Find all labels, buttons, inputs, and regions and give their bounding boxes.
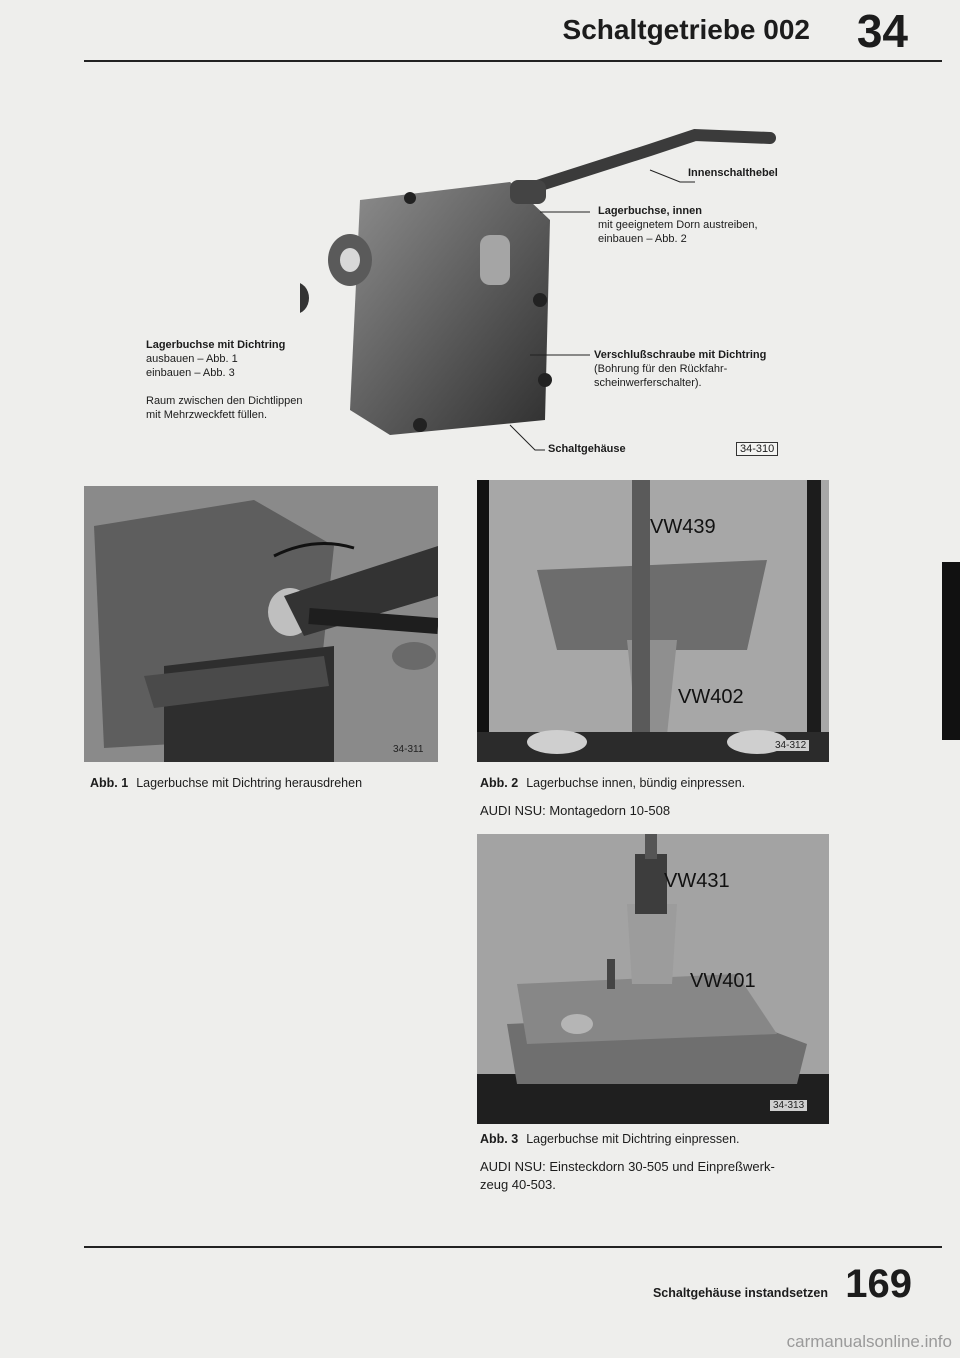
label-lagerbuchse-dichtring-line3: Raum zwischen den Dichtlippen [146,395,303,407]
caption-abb3-number: Abb. 3 [480,1132,519,1146]
plate-abb2: 34-312 [772,740,809,751]
header-rule [84,60,942,62]
caption-abb3 [480,1132,740,1146]
footer-section-title: Schaltgehäuse instandsetzen [652,1286,828,1300]
label-lagerbuchse-innen-line2: einbauen – Abb. 2 [598,233,687,245]
label-schaltgehaeuse-title: Schaltgehäuse [548,443,626,455]
plate-abb1: 34-311 [393,744,424,755]
label-verschlussschraube-line1: (Bohrung für den Rückfahr- [594,363,728,375]
caption-abb1-number: Abb. 1 [90,776,129,790]
label-lagerbuchse-innen [598,204,758,246]
tool-vw401: VW401 [690,970,756,992]
note-abb3-line1: AUDI NSU: Einsteckdorn 30-505 und Einpreßwerk- [480,1159,775,1174]
photo-abb3 [477,834,829,1124]
page-title: Schaltgetriebe 002 [562,14,810,45]
label-lagerbuchse-dichtring-line2: einbauen – Abb. 3 [146,367,235,379]
caption-abb2-text: Lagerbuchse innen, bündig einpressen. [526,776,746,790]
watermark: carmanualsonline.info [786,1332,952,1351]
label-lagerbuchse-dichtring-title: Lagerbuchse mit Dichtring [146,339,286,351]
footer-rule [84,1246,942,1248]
label-innenschalthebel-title: Innenschalthebel [688,167,778,179]
main-figure-number: 34-310 [736,442,778,456]
note-abb3-line2: zeug 40-503. [480,1177,556,1192]
chapter-tab-marker [942,562,960,740]
tool-vw431: VW431 [664,870,730,892]
caption-abb1 [90,776,362,790]
label-verschlussschraube-line2: scheinwerferschalter). [594,377,702,389]
photo-abb1 [84,486,438,762]
label-lagerbuchse-innen-line1: mit geeignetem Dorn austreiben, [598,219,758,231]
note-abb3 [480,1158,775,1194]
plate-abb3: 34-313 [770,1100,807,1111]
label-lagerbuchse-dichtring [146,338,346,422]
label-lagerbuchse-innen-title: Lagerbuchse, innen [598,205,702,217]
caption-abb2 [480,776,745,790]
note-abb2: AUDI NSU: Montagedorn 10-508 [480,803,671,818]
tool-vw439: VW439 [650,516,716,538]
chapter-number: 34 [856,5,908,57]
label-lagerbuchse-dichtring-line4: mit Mehrzweckfett füllen. [146,409,268,421]
label-innenschalthebel [688,166,778,180]
tool-vw402: VW402 [678,686,744,708]
label-verschlussschraube-title: Verschlußschraube mit Dichtring [594,349,767,361]
caption-abb3-text: Lagerbuchse mit Dichtring einpressen. [526,1132,740,1146]
label-verschlussschraube [594,348,766,390]
label-schaltgehaeuse [548,442,626,456]
label-lagerbuchse-dichtring-line1: ausbauen – Abb. 1 [146,353,238,365]
caption-abb1-text: Lagerbuchse mit Dichtring herausdrehen [136,776,363,790]
caption-abb2-number: Abb. 2 [480,776,519,790]
page-number: 169 [845,1262,912,1306]
